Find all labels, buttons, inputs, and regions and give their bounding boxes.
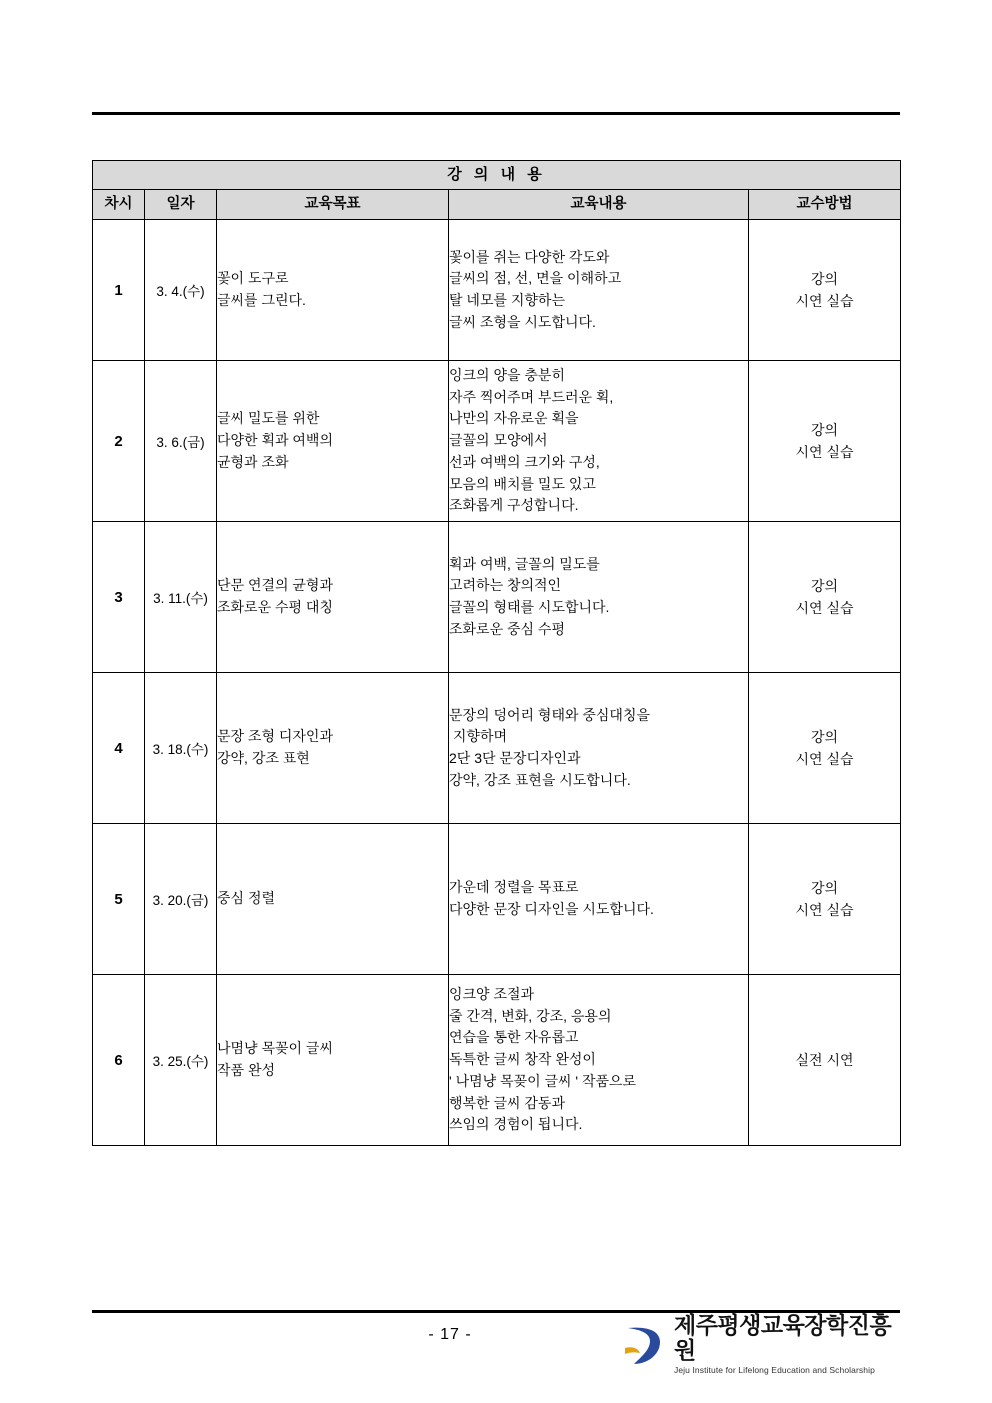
cell-date: 3. 25.(수) — [145, 975, 217, 1146]
cell-objective: 문장 조형 디자인과 강약, 강조 표현 — [217, 673, 449, 824]
page-number: - 17 - — [428, 1326, 472, 1343]
cell-content: 잉크의 양을 충분히 자주 찍어주며 부드러운 획, 나만의 자유로운 획을 글꼴의 모양에서 선과 여백의 크기와 구성, 모음의 배치를 밀도 있고 조화롭게 구성합니다. — [449, 361, 749, 522]
cell-content: 잉크양 조절과 줄 간격, 변화, 강조, 응용의 연습을 통한 자유롭고 독특한 글씨 창작 완성이 ' 나몀냥 목꽂이 글씨 ' 작품으로 행복한 글씨 감동과 쓰임의 경험이 됩니다. — [449, 975, 749, 1146]
cell-method: 강의 시연 실습 — [749, 824, 901, 975]
table-header-row — [93, 190, 901, 220]
cell-method: 실전 시연 — [749, 975, 901, 1146]
jeju-swoosh-icon — [620, 1320, 666, 1368]
cell-session-no: 2 — [93, 361, 145, 522]
table-banner-row — [93, 161, 901, 190]
table-row — [93, 220, 901, 361]
cell-objective: 나몀냥 목꽂이 글씨 작품 완성 — [217, 975, 449, 1146]
schedule-table-container — [92, 160, 900, 1146]
cell-content: 꽃이를 쥐는 다양한 각도와 글씨의 점, 선, 면을 이해하고 탈 네모를 지향하는 글씨 조형을 시도합니다. — [449, 220, 749, 361]
table-row — [93, 361, 901, 522]
cell-content: 문장의 덩어리 형태와 중심대칭을 지향하며 2단 3단 문장디자인과 강약, 강조 표현을 시도합니다. — [449, 673, 749, 824]
cell-objective: 글씨 밀도를 위한 다양한 획과 여백의 균형과 조화 — [217, 361, 449, 522]
table-row — [93, 522, 901, 673]
cell-method: 강의 시연 실습 — [749, 361, 901, 522]
table-banner: 강 의 내 용 — [93, 161, 901, 190]
logo-name-kr: 제주평생교육장학진흥원 — [674, 1312, 892, 1363]
cell-date: 3. 6.(금) — [145, 361, 217, 522]
cell-method: 강의 시연 실습 — [749, 673, 901, 824]
cell-method: 강의 시연 실습 — [749, 220, 901, 361]
cell-date: 3. 20.(금) — [145, 824, 217, 975]
cell-session-no: 6 — [93, 975, 145, 1146]
cell-objective: 중심 정렬 — [217, 824, 449, 975]
cell-objective: 단문 연결의 균형과 조화로운 수평 대칭 — [217, 522, 449, 673]
organization-logo — [620, 1313, 905, 1375]
cell-session-no: 3 — [93, 522, 145, 673]
table-row — [93, 824, 901, 975]
logo-text-block — [674, 1313, 905, 1374]
cell-date: 3. 18.(수) — [145, 673, 217, 824]
cell-date: 3. 11.(수) — [145, 522, 217, 673]
column-header-date: 일자 — [145, 190, 217, 220]
logo-name-en: Jeju Institute for Lifelong Education and Scholarship — [674, 1364, 875, 1375]
column-header-content: 교육내용 — [449, 190, 749, 220]
schedule-table — [92, 160, 901, 1146]
cell-session-no: 1 — [93, 220, 145, 361]
cell-content: 가운데 정렬을 목표로 다양한 문장 디자인을 시도합니다. — [449, 824, 749, 975]
table-row — [93, 975, 901, 1146]
cell-session-no: 4 — [93, 673, 145, 824]
cell-objective: 꽃이 도구로 글씨를 그린다. — [217, 220, 449, 361]
column-header-session: 차시 — [93, 190, 145, 220]
cell-date: 3. 4.(수) — [145, 220, 217, 361]
column-header-objective: 교육목표 — [217, 190, 449, 220]
cell-method: 강의 시연 실습 — [749, 522, 901, 673]
cell-session-no: 5 — [93, 824, 145, 975]
table-row — [93, 673, 901, 824]
column-header-method: 교수방법 — [749, 190, 901, 220]
header-divider — [92, 112, 900, 115]
cell-content: 획과 여백, 글꼴의 밀도를 고려하는 창의적인 글꼴의 형태를 시도합니다. 조화로운 중심 수평 — [449, 522, 749, 673]
